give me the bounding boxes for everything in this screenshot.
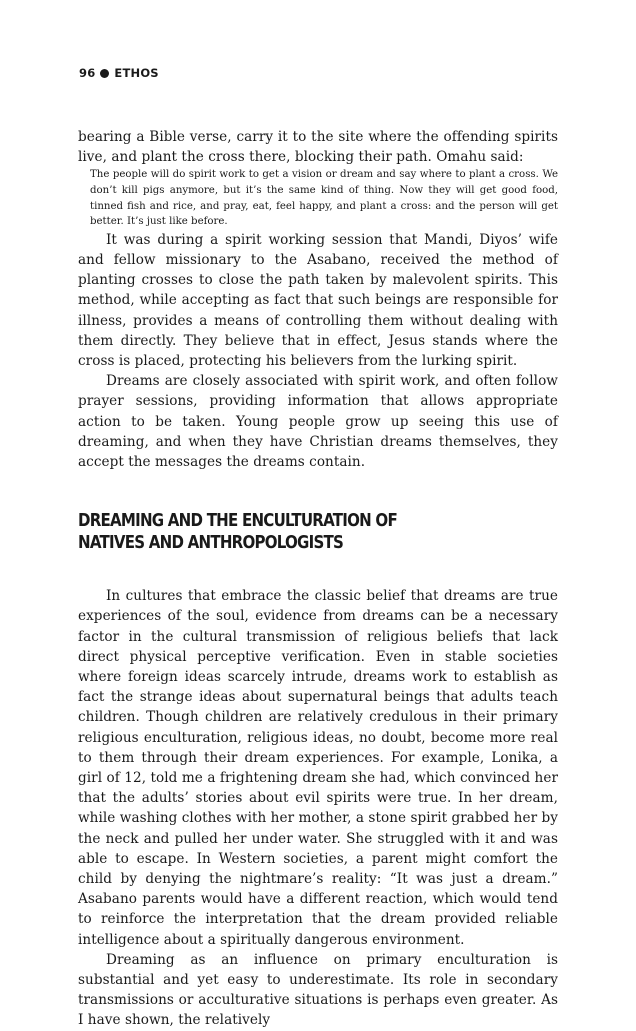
section-heading (78, 510, 491, 554)
block-quote: The people will do spirit work to get a vision or dream and say where to plant a cross. We don’t kill pigs anymore, but it’s the same kind of thing. Now they will get good food, tinned fish and rice, and pray, eat, feel happy, and plant a cross: and the person will get better. It’s just like before. (90, 169, 558, 228)
page-number: 96 (79, 66, 96, 80)
paragraph: Dreaming as an influence on primary enculturation is substantial and yet easy to underestimate. Its role in secondary transmissions or acculturative situations is perhaps even greater. As I have shown, the relatively (78, 951, 558, 1029)
running-header (79, 66, 159, 80)
paragraph: It was during a spirit working session that Mandi, Diyos’ wife and fellow missionary to the Asabano, received the method of planting crosses to close the path taken by malevolent spirits. This method, while accepting as fact that such beings are responsible for illness, provides a means of controlling them without dealing with them directly. They believe that in effect, Jesus stands where the cross is placed, protecting his believers from the lurking spirit. (78, 231, 558, 369)
paragraph: Dreams are closely associated with spirit work, and often follow prayer sessions, providing information that allows appropriate action to be taken. Young people grow up seeing this use of dreaming, and when they have Christian dreams themselves, they accept the messages the dreams contain. (78, 373, 558, 471)
bullet-icon (100, 69, 109, 78)
paragraph: In cultures that embrace the classic belief that dreams are true experiences of the soul, evidence from dreams can be a necessary factor in the cultural transmission of religious beliefs that lack direct physical perceptive verification. Even in stable societies where foreign ideas scarcely intrude, dreams work to establish as fact the strange ideas about supernatural beings that adults teach children. Though children are relatively credulous in their primary religious enculturation, religious ideas, no doubt, become more real to them through their dream experiences. For example, Lonika, a girl of 12, told me a frightening dream she had, which convinced her that the adults’ stories about evil spirits were true. In her dream, while washing clothes with her mother, a stone spirit grabbed her by the neck and pulled her under water. She struggled with it and was able to escape. In Western societies, a parent might comfort the child by denying the nightmare’s reality: “It was just a dream.” Asabano parents would have a different reaction, which would tend to reinforce the interpretation that the dream provided reliable intelligence about a spiritually dangerous environment. (78, 588, 558, 948)
running-title: ETHOS (114, 66, 159, 80)
page-body (78, 127, 558, 1031)
section-heading-line-1: DREAMING AND THE ENCULTURATION OF (78, 511, 397, 532)
paragraph-continued: bearing a Bible verse, carry it to the site where the offending spirits live, and plant the cross there, blocking their path. Omahu said: (78, 129, 558, 166)
section-heading-line-2: NATIVES AND ANTHROPOLOGISTS (78, 533, 344, 554)
